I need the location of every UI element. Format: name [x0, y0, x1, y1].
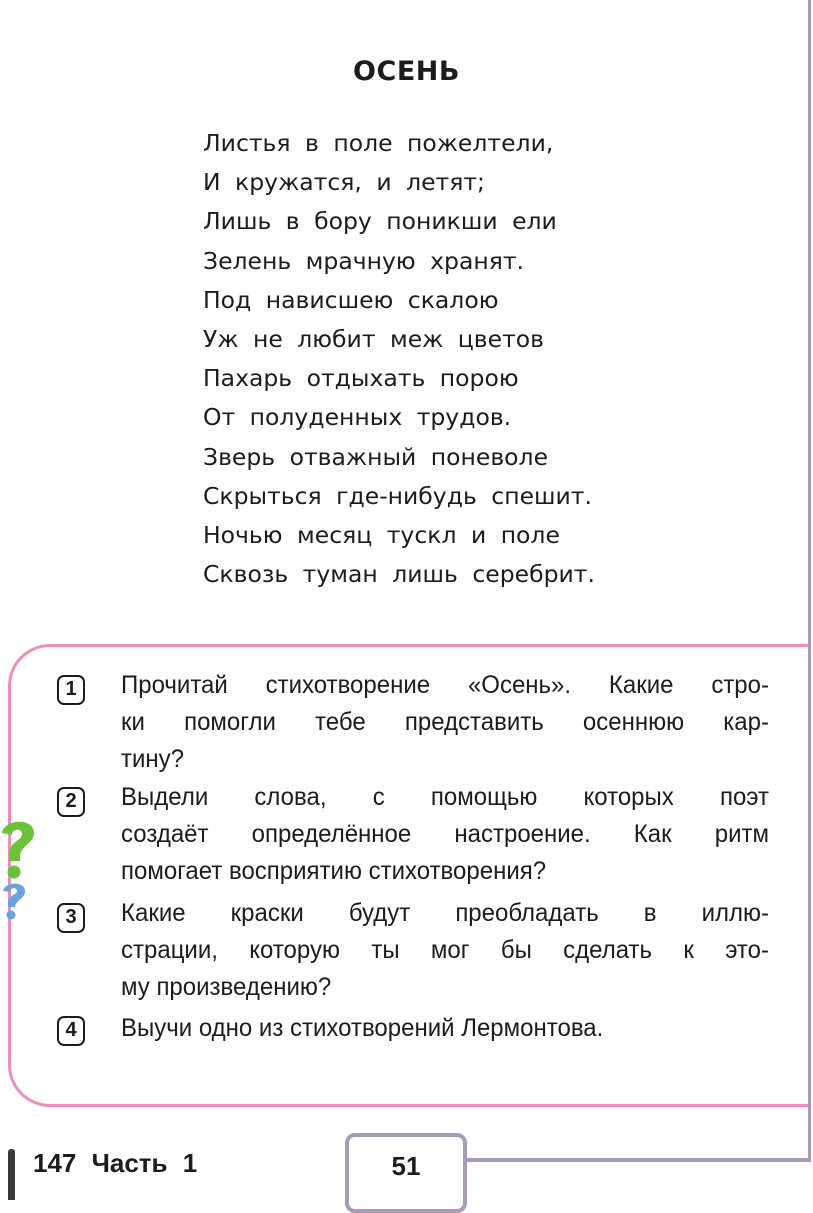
page-number: 51: [391, 1151, 421, 1181]
question-text: [121, 1010, 769, 1047]
poem-title: ОСЕНЬ: [353, 56, 460, 87]
poem-line: Лишь в бору поникши ели: [203, 207, 557, 236]
poem-line: Зверь отважный поневоле: [203, 442, 549, 471]
page-number-box: [345, 1133, 467, 1213]
question-marks-icon: [0, 815, 40, 925]
question-number-badge: 2: [57, 787, 85, 817]
poem-line: И кружатся, и летят;: [203, 168, 485, 197]
question-line: Какие краски будут преобладать в иллю-: [121, 899, 769, 927]
question-text: [121, 667, 769, 778]
poem-line: Уж не любит меж цветов: [203, 325, 545, 354]
footer-section-label: 147 Часть 1: [33, 1148, 198, 1178]
question-line: тину?: [121, 745, 184, 773]
question-line: Прочитай стихотворение «Осень». Какие стро-: [121, 671, 769, 699]
question-line: помогает восприятию стихотворения?: [121, 857, 547, 885]
question-line: Выучи одно из стихотворений Лермонтова.: [121, 1014, 604, 1042]
question-text: [121, 895, 769, 1006]
page-frame-right-rule: [808, 0, 811, 1162]
poem-body: [203, 124, 595, 594]
poem-line: Пахарь отдыхать порою: [203, 364, 519, 393]
poem-line: Скрыться где-нибудь спешит.: [203, 481, 592, 510]
footer-marker-bar: [8, 1149, 15, 1200]
page-frame-bottom-rule: [466, 1158, 811, 1162]
question-number-badge: 1: [57, 675, 85, 705]
question-number-badge: 4: [57, 1016, 85, 1046]
question-number-badge: 3: [57, 903, 85, 933]
question-line: Выдели слова, с помощью которых поэт: [121, 783, 769, 811]
question-line: ки помогли тебе представить осеннюю кар-: [121, 708, 769, 736]
question-text: [121, 779, 769, 890]
question-line: му произведению?: [121, 973, 332, 1001]
poem-line: От полуденных трудов.: [203, 403, 512, 432]
poem-line: Листья в поле пожелтели,: [203, 129, 554, 157]
question-line: создаёт определённое настроение. Как ритм: [121, 820, 769, 848]
poem-line: Ночью месяц тускл и поле: [203, 521, 560, 550]
poem-line: Зелень мрачную хранят.: [203, 246, 525, 275]
poem-line: Сквозь туман лишь серебрит.: [203, 560, 595, 589]
question-line: страции, которую ты мог бы сделать к это-: [121, 936, 769, 964]
poem-line: Под нависшею скалою: [203, 285, 499, 314]
